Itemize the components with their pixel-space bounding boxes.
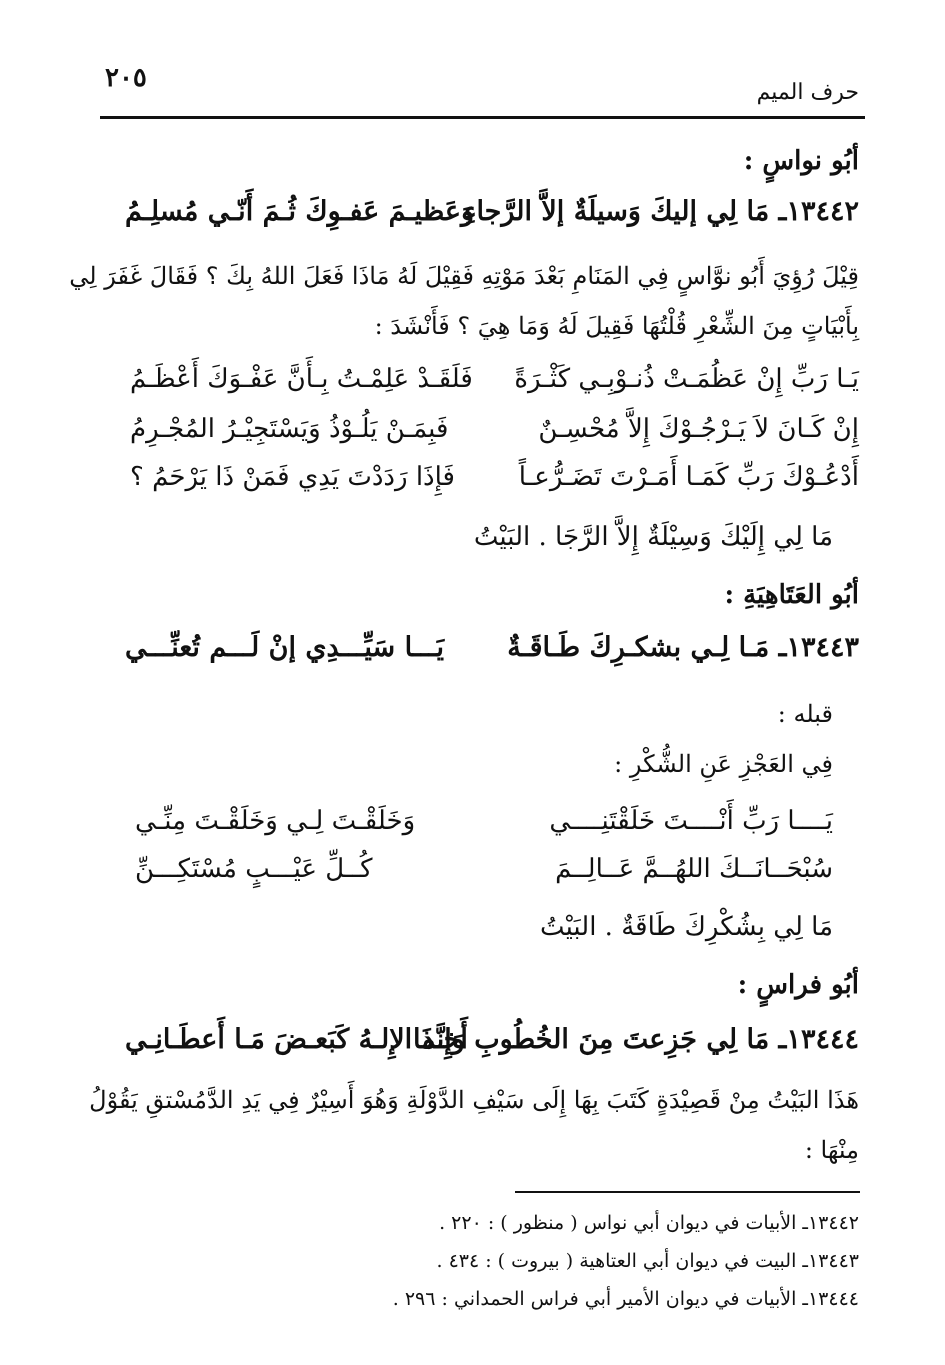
footnote-rule [515, 1191, 860, 1193]
verse-second-hemistich: وَعَظيـمَ عَفـوِكَ ثُـمَ أَنّـي مُسلِـمُ [125, 196, 474, 227]
couplet-first: سُبْحَــانَــكَ اللهُــمَّ عَــالِــمَ [555, 854, 833, 884]
poet-name: أبُو فراسٍ : [737, 970, 859, 1000]
couplet-first: إِنْ كَـانَ لاَ يَـرْجُـوْكَ إِلاَّ مُحْسِـنٌ [538, 414, 859, 444]
verse-first-hemistich: ١٣٤٤٤ـ مَا لِي جَزِعتَ مِنَ الخُطُوبِ وَإِنَّما [412, 1024, 859, 1055]
couplet-second: فَلَقَـدْ عَلِمْـتُ بِـأَنَّ عَفْـوَكَ أَعْظَـمُ [130, 364, 473, 394]
commentary-line [69, 262, 859, 290]
poet-name: أبُو نواسٍ : [743, 146, 859, 176]
couplet-first: يَــــا رَبِّ أَنْــــتَ خَلَقْتَنِــــي [549, 806, 833, 836]
verse-second-hemistich: يَـــا سَيِّـــدِي إنْ لَـــم تُعنِّـــي [125, 632, 445, 663]
couplet-second: فَبِمَـنْ يَلُـوْذُ وَيَسْتَجِيْـرُ المُجْـرِمُ [130, 414, 449, 444]
commentary-text: هَذَا البَيْتُ مِنْ قَصِيْدَةٍ كَتَبَ بِهَا إِلَى سَيْفِ الدَّوْلَةِ وَهُوَ أَسِيْرٌ فِي يَدِ الدَّمُسْتقِ يَقُوْلُ [89, 1086, 859, 1114]
verse-first-hemistich: ١٣٤٤٢ـ مَا لِي إليكَ وَسيلَةٌ إلاَّ الرَّجاءِ [463, 196, 859, 227]
footnote: ١٣٤٤٣ـ البيت في ديوان أبي العتاهية ( بيروت ) : ٤٣٤ . [436, 1250, 859, 1272]
page-number: ٢٠٥ [105, 63, 147, 93]
couplet-first: يَـا رَبِّ إِنْ عَظُمَـتْ ذُنـوْبِـي كَثْـرَةً [514, 364, 859, 394]
commentary-line: مِنْهَا : [804, 1136, 859, 1164]
commentary-line: بِأَبْيَاتٍ مِنَ الشِّعْرِ قُلْتُهَا فَقِيلَ لَهُ وَمَا هِيَ ؟ فَأَنْشَدَ : [374, 312, 859, 340]
verse-second-hemistich: أَخـذَ الإِلـهُ كَبَعـضَ مَـا أَعطَـانِـي [125, 1024, 468, 1055]
commentary-line: قبله : [777, 700, 833, 728]
closing-line: مَا لِي بِشُكْرِكَ طَاقَةٌ . البَيْتُ [540, 912, 833, 942]
verse-first-hemistich: ١٣٤٤٣ـ مَـا لِـي بشكـرِكَ طَـاقَـةٌ [507, 632, 859, 663]
chapter-title: حرف الميم [756, 80, 859, 105]
footnote: ١٣٤٤٤ـ الأبيات في ديوان الأمير أبي فراس الحمداني : ٢٩٦ . [392, 1288, 859, 1310]
header-rule [100, 116, 865, 119]
closing-line: مَا لِي إِلَيْكَ وَسِيْلَةٌ إِلاَّ الرَّجَا . البَيْتُ [473, 522, 833, 552]
couplet-first: أَدْعُـوْكَ رَبِّ كَمَـا أَمَـرْتَ تَضَـرُّعـاً [518, 462, 859, 492]
commentary-line [89, 1086, 859, 1114]
commentary-line: فِي العَجْزِ عَنِ الشُّكْرِ : [614, 750, 833, 778]
couplet-second: وَخَلَقْـتَ لِـي وَخَلَقْـتَ مِنِّـي [135, 806, 416, 836]
couplet-second: كُــلِّ عَيْـــبٍ مُسْتَكِـــنِّ [135, 854, 373, 884]
poet-name: أبُو العَتَاهِيَةِ : [724, 580, 859, 610]
commentary-text: قِيْلَ رُؤِيَ أَبُو نوَّاسٍ فِي المَنَامِ بَعْدَ مَوْتِهِ فَقِيْلَ لَهُ مَاذَا فَعَلَ اللهُ بِكَ ؟ فَقَالَ غَفَرَ لِي [69, 262, 859, 290]
footnote: ١٣٤٤٢ـ الأبيات في ديوان أبي نواس ( منظور ) : ٢٢٠ . [439, 1212, 859, 1234]
couplet-second: فَإِذَا رَدَدْتَ يَدِي فَمَنْ ذَا يَرْحَمُ ؟ [130, 462, 455, 492]
